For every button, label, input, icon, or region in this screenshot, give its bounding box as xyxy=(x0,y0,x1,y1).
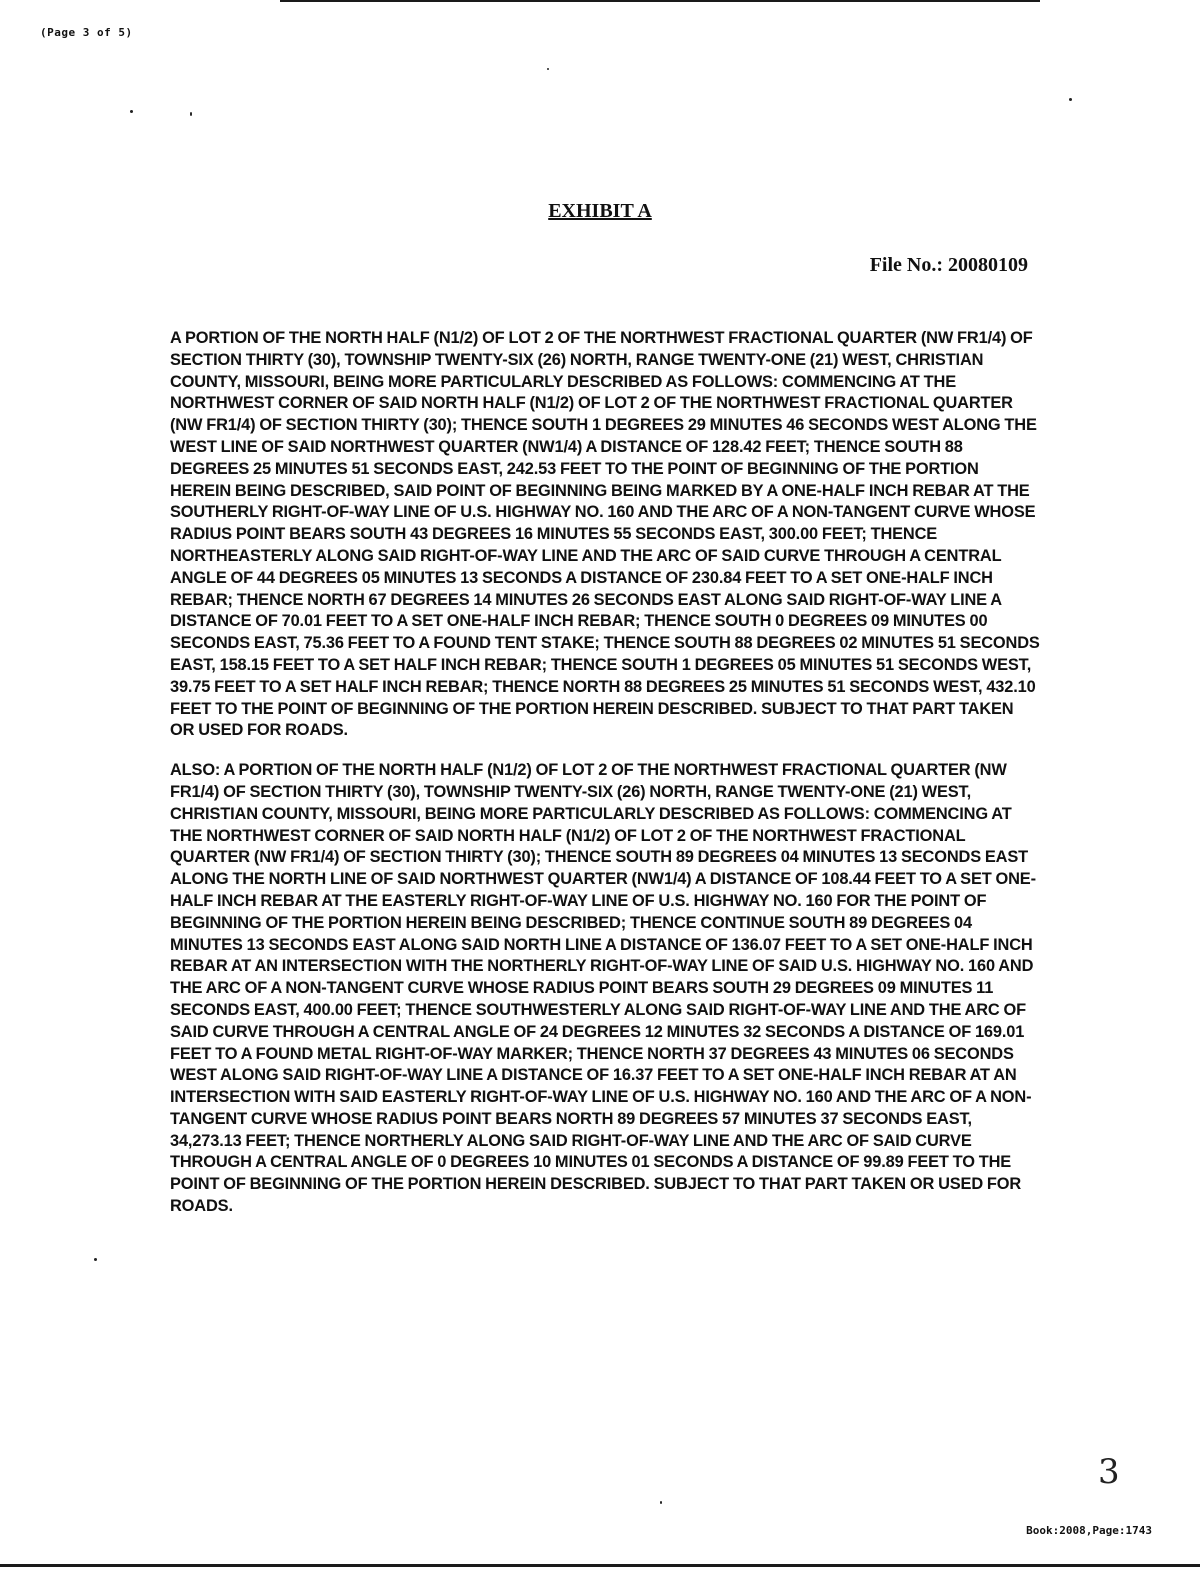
top-scan-rule xyxy=(280,0,1040,2)
legal-description-paragraph: A PORTION OF THE NORTH HALF (N1/2) OF LOT 2 OF THE NORTHWEST FRACTIONAL QUARTER (NW FR1/4) OF SECTION THIRTY (30), TOWNSHIP TWENTY-SIX (26) NORTH, RANGE TWENTY-ONE (21) WEST, CHRISTIAN COUNTY, MISSOURI, BEING MORE PARTICULARLY DESCRIBED AS FOLLOWS: COMMENCING AT THE NORTHWEST CORNER OF SAID NORTH HALF (N1/2) OF LOT 2 OF THE NORTHWEST FRACTIONAL QUARTER (NW FR1/4) OF SECTION THIRTY (30); THENCE SOUTH 1 DEGREES 29 MINUTES 46 SECONDS WEST ALONG THE WEST LINE OF SAID NORTHWEST QUARTER (NW1/4) A DISTANCE OF 128.42 FEET; THENCE SOUTH 88 DEGREES 25 MINUTES 51 SECONDS EAST, 242.53 FEET TO THE POINT OF BEGINNING OF THE PORTION HEREIN BEING DESCRIBED, SAID POINT OF BEGINNING BEING MARKED BY A ONE-HALF INCH REBAR AT THE SOUTHERLY RIGHT-OF-WAY LINE OF U.S. HIGHWAY NO. 160 AND THE ARC OF A NON-TANGENT CURVE WHOSE RADIUS POINT BEARS SOUTH 43 DEGREES 16 MINUTES 55 SECONDS EAST, 300.00 FEET; THENCE NORTHEASTERLY ALONG SAID RIGHT-OF-WAY LINE AND THE ARC OF SAID CURVE THROUGH A CENTRAL ANGLE OF 44 DEGREES 05 MINUTES 13 SECONDS A DISTANCE OF 230.84 FEET TO A SET ONE-HALF INCH REBAR; THENCE NORTH 67 DEGREES 14 MINUTES 26 SECONDS EAST ALONG SAID RIGHT-OF-WAY LINE A DISTANCE OF 70.01 FEET TO A SET ONE-HALF INCH REBAR; THENCE SOUTH 0 DEGREES 09 MINUTES 00 SECONDS EAST, 75.36 FEET TO A FOUND TENT STAKE; THENCE SOUTH 88 DEGREES 02 MINUTES 51 SECONDS EAST, 158.15 FEET TO A SET HALF INCH REBAR; THENCE SOUTH 1 DEGREES 05 MINUTES 51 SECONDS WEST, 39.75 FEET TO A SET HALF INCH REBAR; THENCE NORTH 88 DEGREES 25 MINUTES 51 SECONDS WEST, 432.10 FEET TO THE POINT OF BEGINNING OF THE PORTION HEREIN DESCRIBED. SUBJECT TO THAT PART TAKEN OR USED FOR ROADS. xyxy=(170,329,1040,740)
scan-speck xyxy=(547,68,549,70)
bottom-scan-rule xyxy=(0,1564,1200,1567)
scan-speck xyxy=(130,110,133,113)
handwritten-page-number: 3 xyxy=(1098,1452,1120,1492)
scan-speck xyxy=(660,1501,662,1504)
scan-speck xyxy=(190,112,192,116)
page-marker: (Page 3 of 5) xyxy=(40,26,133,39)
file-number: File No.: 20080109 xyxy=(869,254,1028,276)
scan-speck xyxy=(94,1258,97,1261)
book-page-stamp: Book:2008,Page:1743 xyxy=(1026,1524,1152,1537)
legal-description-paragraph: ALSO: A PORTION OF THE NORTH HALF (N1/2) OF LOT 2 OF THE NORTHWEST FRACTIONAL QUARTER (NW FR1/4) OF SECTION THIRTY (30), TOWNSHIP TWENTY-SIX (26) NORTH, RANGE TWENTY-ONE (21) WEST, CHRISTIAN COUNTY, MISSOURI, BEING MORE PARTICULARLY DESCRIBED AS FOLLOWS: COMMENCING AT THE NORTHWEST CORNER OF SAID NORTH HALF (N1/2) OF LOT 2 OF THE NORTHWEST FRACTIONAL QUARTER (NW FR1/4) OF SECTION THIRTY (30); THENCE SOUTH 89 DEGREES 04 MINUTES 13 SECONDS EAST ALONG THE NORTH LINE OF SAID NORTHWEST QUARTER (NW1/4) A DISTANCE OF 108.44 FEET TO A SET ONE-HALF INCH REBAR AT THE EASTERLY RIGHT-OF-WAY LINE OF U.S. HIGHWAY NO. 160 FOR THE POINT OF BEGINNING OF THE PORTION HEREIN BEING DESCRIBED; THENCE CONTINUE SOUTH 89 DEGREES 04 MINUTES 13 SECONDS EAST ALONG SAID NORTH LINE A DISTANCE OF 136.07 FEET TO A SET ONE-HALF INCH REBAR AT AN INTERSECTION WITH THE NORTHERLY RIGHT-OF-WAY LINE OF SAID U.S. HIGHWAY NO. 160 AND THE ARC OF A NON-TANGENT CURVE WHOSE RADIUS POINT BEARS SOUTH 29 DEGREES 09 MINUTES 11 SECONDS EAST, 400.00 FEET; THENCE SOUTHWESTERLY ALONG SAID RIGHT-OF-WAY LINE AND THE ARC OF SAID CURVE THROUGH A CENTRAL ANGLE OF 24 DEGREES 12 MINUTES 32 SECONDS A DISTANCE OF 169.01 FEET TO A FOUND METAL RIGHT-OF-WAY MARKER; THENCE NORTH 37 DEGREES 43 MINUTES 06 SECONDS WEST ALONG SAID RIGHT-OF-WAY LINE A DISTANCE OF 16.37 FEET TO A SET ONE-HALF INCH REBAR AT AN INTERSECTION WITH SAID EASTERLY RIGHT-OF-WAY LINE OF U.S. HIGHWAY NO. 160 AND THE ARC OF A NON-TANGENT CURVE WHOSE RADIUS POINT BEARS NORTH 89 DEGREES 57 MINUTES 37 SECONDS EAST, 34,273.13 FEET; THENCE NORTHERLY ALONG SAID RIGHT-OF-WAY LINE AND THE ARC OF SAID CURVE THROUGH A CENTRAL ANGLE OF 0 DEGREES 10 MINUTES 01 SECONDS A DISTANCE OF 99.89 FEET TO THE POINT OF BEGINNING OF THE PORTION HEREIN DESCRIBED. SUBJECT TO THAT PART TAKEN OR USED FOR ROADS. xyxy=(170,761,1036,1216)
scan-speck xyxy=(1069,98,1072,101)
legal-description xyxy=(170,328,1040,1236)
exhibit-title: EXHIBIT A xyxy=(548,200,652,222)
